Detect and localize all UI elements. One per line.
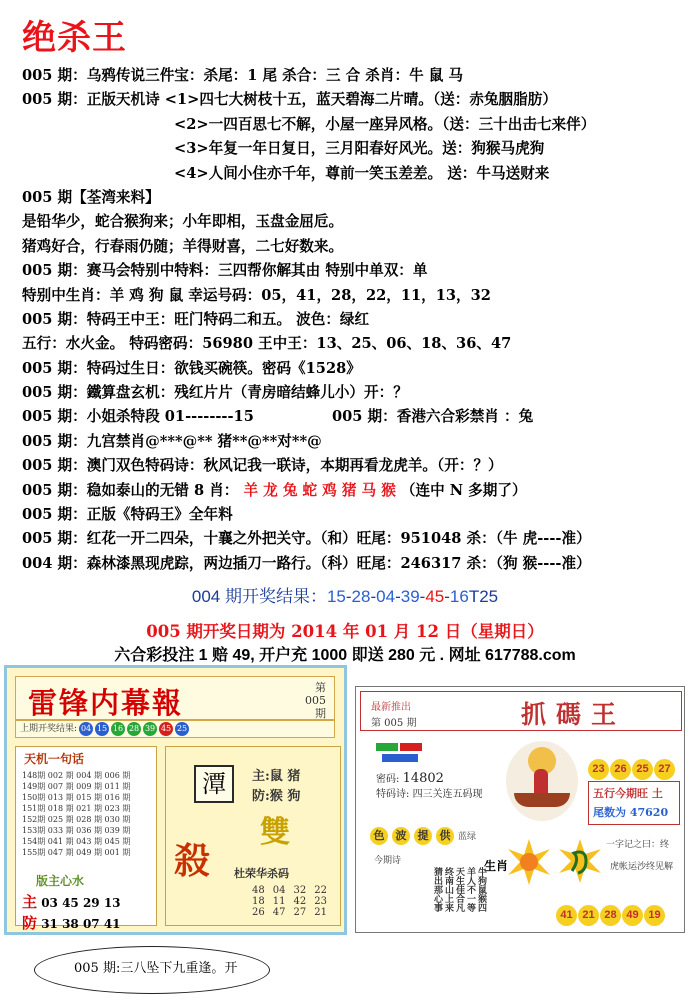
draw-date: 005 期开奖日期为 2014 年 01 月 12 日（星期日） <box>146 622 544 641</box>
tianji-row: 151期 018 期 021 期 023 期 <box>22 804 131 813</box>
durong-cell: 04 <box>272 885 286 896</box>
result-number: 15 <box>326 587 346 606</box>
bottom-ball: 19 <box>644 905 665 926</box>
snake-icon <box>556 837 604 885</box>
tip-text: 005 期：红花一开二四朵，十襄之外把关守。（和）旺尾：951048 杀：（牛 虎----准） <box>22 530 591 548</box>
band-char: 色 <box>370 827 388 845</box>
tip-line <box>22 186 677 210</box>
tip-text: 005 期：鐵算盘玄机：残红片片（青房暗结蜂儿小）开：？ <box>22 384 408 402</box>
promo-line: 六合彩投注 1 赔 49, 开户充 1000 即送 280 元 . 网址 617788.com <box>114 647 576 664</box>
right-newspaper-image <box>355 686 685 933</box>
tip-text: 005 期：特码过生日：欲钱买碗筷。密码《1528》 <box>22 359 361 377</box>
page-title: 绝杀王 <box>22 18 127 58</box>
durong-cell: 32 <box>293 885 307 896</box>
result-number: 39 <box>400 587 420 606</box>
zhu-fang-text: 主:鼠 猪 防:猴 狗 <box>252 769 301 804</box>
strip-ball: 28 <box>127 722 141 736</box>
pick-panel <box>165 746 341 926</box>
durong-cell: 47 <box>272 907 286 918</box>
durong-cell: 42 <box>293 896 307 907</box>
color-band: 色 波 提 供 蓝绿 <box>370 827 476 845</box>
boat-illustration-icon <box>506 741 578 821</box>
tip-line <box>22 479 677 503</box>
result-sep: - <box>370 587 377 606</box>
strip-ball: 16 <box>111 722 125 736</box>
poem-column: 牛狗鼠猴四 <box>476 867 486 912</box>
tip-text: 005 期：稳如泰山的无错 8 肖： <box>22 481 239 499</box>
band-char: 提 <box>414 827 432 845</box>
tips-list <box>22 64 677 576</box>
tip-text: 005 期：赛马会特别中特料：三四帮你解其由 特别中单双：单 <box>22 262 428 280</box>
bottom-balls <box>556 903 666 926</box>
tip-text: 005 期：澳门双色特码诗：秋风记我一联诗，本期再看龙虎羊。（开：？） <box>22 457 503 475</box>
logo-icon <box>376 741 424 767</box>
top-ball: 23 <box>588 759 609 780</box>
poem-column: 终南山上来 <box>443 867 453 912</box>
sha-char: 殺 <box>174 840 211 882</box>
strip-ball: 25 <box>175 722 189 736</box>
poem-column: 天生佳合凡 <box>454 867 464 912</box>
durong-cell: 18 <box>252 896 265 907</box>
tip-text: 005 期：九宫禁肖@***@** 猪**@**对**@ <box>22 432 322 450</box>
tip-text: 005 期：特码王中王：旺门特码二和五。 波色：绿红 <box>22 310 370 328</box>
draw-result <box>0 582 690 607</box>
top-ball: 26 <box>610 759 631 780</box>
top-ball: 25 <box>632 759 653 780</box>
tip-line <box>22 552 677 576</box>
tip-text: <4>人间小住亦千年，尊前一笑玉差差。 送：牛马送财来 <box>174 164 550 182</box>
tianji-row: 150期 013 期 015 期 016 期 <box>22 793 131 802</box>
yizi-text: 一字记之曰：终 <box>606 840 670 850</box>
durong-cell: 27 <box>293 907 307 918</box>
tip-text: 五行：水火金。 特码密码：56980 王中王：13、25、06、18、36、47 <box>22 335 512 353</box>
zhuama-title: 抓碼王 <box>521 700 627 729</box>
tip-line <box>22 430 677 454</box>
tip-text: 005 期：正版天机诗 <1>四七大树枝十五，蓝天碧海二片晴。（送：赤兔胭脂肪） <box>22 91 557 109</box>
tip-highlight: 羊 龙 兔 蛇 鸡 猪 马 猴 <box>238 481 401 499</box>
result-number: 04 <box>376 587 396 606</box>
poem-columns <box>376 867 486 929</box>
result-suffix: T25 <box>468 587 499 606</box>
shuang-char: 雙 <box>260 815 290 850</box>
top-balls <box>588 757 676 780</box>
result-number: 16 <box>449 587 469 606</box>
tianji-rows <box>16 770 156 870</box>
wuxing-box: 五行今期旺 土 尾数为 47620 <box>588 781 680 825</box>
poem-column: 猜出那心事 <box>432 867 442 912</box>
newspaper-header <box>15 676 335 720</box>
bottom-ball: 41 <box>556 905 577 926</box>
strip-ball: 39 <box>143 722 157 736</box>
tianji-row: 154期 041 期 043 期 045 期 <box>22 837 131 846</box>
tan-char: 潭 <box>194 765 234 803</box>
durong-cell: 23 <box>314 896 327 907</box>
tip-text: <2>一四百思七不解，小屋一座异风格。（送：三十出击七来伴） <box>174 115 596 133</box>
tip-line <box>22 454 677 478</box>
tip-text: 猪鸡好合，行春雨仍随；羊得财喜，二七好数来。 <box>22 237 344 255</box>
tip-line <box>22 503 677 527</box>
tip-text: 是铅华少，蛇合猴狗来；小年即相，玉盘金屈卮。 <box>22 213 344 231</box>
tip-suffix: （连中 N 多期了） <box>400 481 527 499</box>
tip-line <box>22 381 677 405</box>
tianji-panel <box>15 746 157 932</box>
tip-line <box>22 527 677 551</box>
left-newspaper-image <box>4 665 347 935</box>
tip-line <box>22 332 677 356</box>
tianji-row: 152期 025 期 028 期 030 期 <box>22 815 131 824</box>
tip-line <box>22 405 677 429</box>
tip-text: 005 期【荃湾来料】 <box>22 188 160 206</box>
issue-number: 第 005 期 <box>305 681 326 720</box>
strip-ball: 04 <box>79 722 93 736</box>
result-number: 45 <box>425 587 445 606</box>
tip-line <box>22 162 677 186</box>
tip-right-text: 005 期：香港六合彩禁肖 ：兔 <box>332 408 534 426</box>
durong-box: 杜荣华杀码 48 04 32 22 18 11 42 23 26 47 27 21 <box>234 865 331 918</box>
banzhu-heading: 版主心水 <box>36 874 85 888</box>
durong-cell: 22 <box>314 885 327 896</box>
tip-line <box>22 235 677 259</box>
poem-column: 羊人不一等 <box>465 867 475 912</box>
tip-text: 005 期：小姐杀特段 01--------15 <box>22 408 254 426</box>
tip-line <box>22 357 677 381</box>
durong-cell: 21 <box>314 907 327 918</box>
bottom-ball: 49 <box>622 905 643 926</box>
result-number: 28 <box>351 587 371 606</box>
tianji-row: 153期 033 期 036 期 039 期 <box>22 826 131 835</box>
shengxiao-label: 生肖 <box>484 859 509 873</box>
tip-line <box>22 259 677 283</box>
tip-text: 005 期：正版《特码王》全年料 <box>22 506 233 524</box>
tip-line <box>22 308 677 332</box>
tip-text: 特别中生肖：羊 鸡 狗 鼠 幸运号码：05，41，28，22，11，13，32 <box>22 286 491 304</box>
strip-ball: 45 <box>159 722 173 736</box>
strip-ball: 15 <box>95 722 109 736</box>
tip-line <box>22 64 677 88</box>
tianji-row: 149期 007 期 009 期 011 期 <box>22 782 131 791</box>
hu-text: 虎帐运沙终见解 <box>610 862 674 872</box>
tip-text: <3>年复一年日复日，三月阳春好风光。送：狗猴马虎狗 <box>174 140 545 158</box>
band-char: 波 <box>392 827 410 845</box>
tianji-heading: 天机一句话 <box>24 752 85 766</box>
result-sep: - <box>345 587 352 606</box>
top-ball: 27 <box>654 759 675 780</box>
newspaper-name: 雷锋内幕報 <box>28 686 184 720</box>
bottom-ball: 21 <box>578 905 599 926</box>
result-sep: - <box>444 587 450 606</box>
tianji-row: 148期 002 期 004 期 006 期 <box>22 771 131 780</box>
tip-line <box>22 284 677 308</box>
result-prefix: 004 期开奖结果： <box>191 587 327 606</box>
tip-text: 004 期：森林漆黑现虎踪，两边插刀一路行。（科）旺尾：246317 杀：（狗 猴----准） <box>22 554 591 572</box>
last-result-strip: 上期开奖结果: 04 15 16 28 39 45 25 <box>15 720 335 738</box>
durong-cell: 11 <box>272 896 286 907</box>
code-info: 密码: 14802 特码诗: 四三关连五码现 <box>376 771 483 800</box>
sun-icon <box>504 837 554 887</box>
tip-line <box>22 88 677 112</box>
durong-cell: 48 <box>252 885 265 896</box>
bottom-ball: 28 <box>600 905 621 926</box>
durong-cell: 26 <box>252 907 265 918</box>
tip-line <box>22 113 677 137</box>
tip-line <box>22 210 677 234</box>
tianji-row: 155期 047 期 049 期 001 期 <box>22 848 131 857</box>
cloud-text: 005 期:三八坠下九重逢。开 <box>74 961 238 976</box>
tip-line <box>22 137 677 161</box>
zhu-row: 主 03 45 29 13 <box>22 893 121 911</box>
poem-label: 今期诗 <box>374 856 402 866</box>
result-sep: - <box>419 587 426 606</box>
zhuama-header: 最新推出 第 005 期 抓碼王 <box>360 691 682 731</box>
band-char: 供 <box>436 827 454 845</box>
tip-text: 005 期：乌鸦传说三件宝：杀尾：1 尾 杀合：三 合 杀肖：牛 鼠 马 <box>22 67 464 84</box>
result-numbers <box>327 587 469 606</box>
fang-row: 防 31 38 07 41 <box>22 914 121 932</box>
result-sep: - <box>395 587 401 606</box>
